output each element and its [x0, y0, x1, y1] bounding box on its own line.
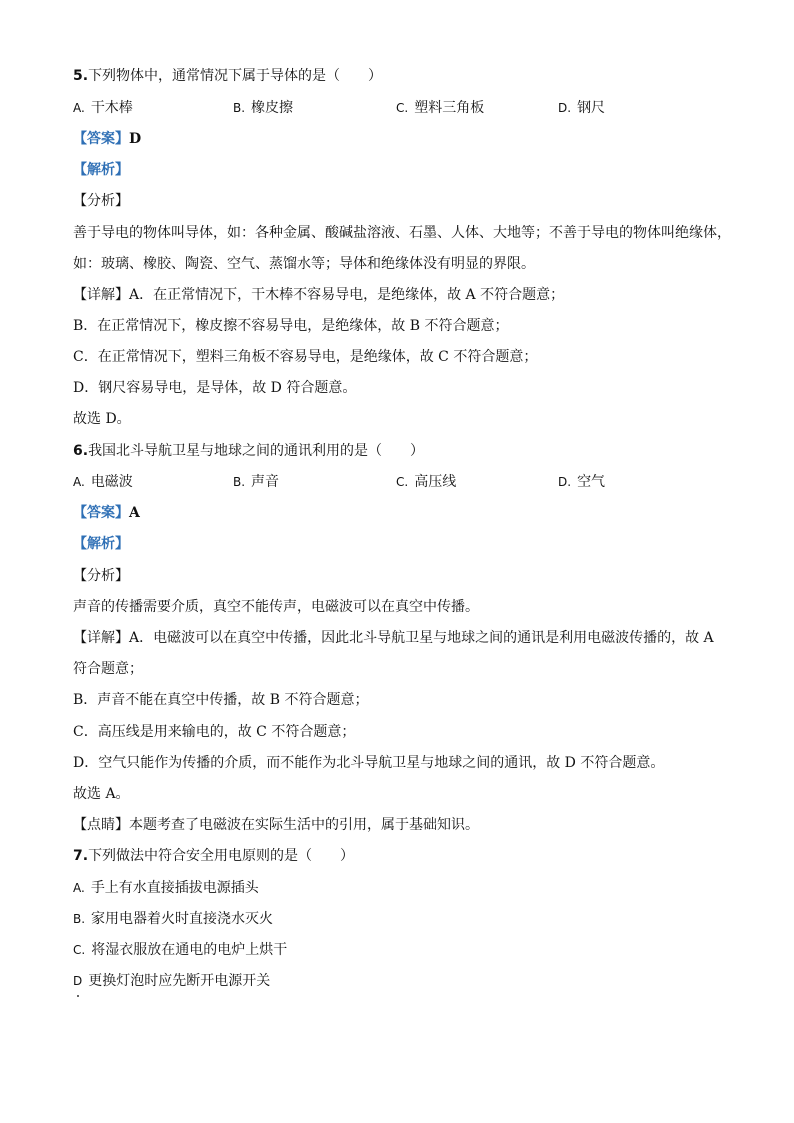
- option-c: C. 塑料三角板: [396, 100, 485, 116]
- analysis-tag: 【解析】: [73, 162, 129, 178]
- detail-line: D．钢尺容易导电，是导体，故 D 符合题意。: [73, 380, 357, 396]
- fenxi-tag: 【分析】: [73, 193, 129, 209]
- detail-line: C．在正常情况下，塑料三角板不容易导电，是绝缘体，故 C 不符合题意；: [73, 349, 538, 365]
- stray-dot: [77, 995, 79, 997]
- analysis-tag-line: [73, 160, 754, 180]
- option-d: D. 钢尺: [558, 100, 606, 116]
- fenxi-tag-line: [73, 191, 754, 211]
- answer-value: D: [129, 131, 142, 147]
- dianjing-tag: 【点睛】: [73, 817, 129, 833]
- detail-line: 符合题意；: [73, 661, 143, 677]
- answer-value: A: [129, 505, 140, 521]
- question-7-stem: [73, 846, 754, 866]
- detail-tag: 【详解】: [73, 630, 129, 646]
- question-text: 我国北斗导航卫星与地球之间的通讯利用的是（ ）: [88, 443, 425, 459]
- fenxi-text: 善于导电的物体叫导体，如：各种金属、酸碱盐溶液、石墨、人体、大地等；不善于导电的物体叫绝缘体，: [73, 225, 731, 241]
- question-6-stem: [73, 441, 754, 461]
- detail-line: 【详解】A．电磁波可以在真空中传播，因此北斗导航卫星与地球之间的通讯是利用电磁波传播的，故 A: [73, 630, 714, 646]
- detail-line: D．空气只能作为传播的介质，而不能作为北斗导航卫星与地球之间的通讯，故 D 不符合题意。: [73, 755, 665, 771]
- answer-tag: 【答案】: [73, 131, 129, 147]
- fenxi-tag: 【分析】: [73, 568, 129, 584]
- dianjing-line: 【点睛】本题考查了电磁波在实际生活中的引用，属于基础知识。: [73, 817, 479, 833]
- question-text: 下列物体中，通常情况下属于导体的是（ ）: [88, 68, 383, 84]
- answer-line: [73, 129, 754, 149]
- option-a: A. 电磁波: [73, 474, 133, 490]
- question-text: 下列做法中符合安全用电原则的是（ ）: [88, 848, 355, 864]
- conclusion: 故选 A。: [73, 786, 130, 802]
- question-number: 7.: [73, 848, 89, 864]
- detail-line: 【详解】A．在正常情况下，干木棒不容易导电，是绝缘体，故 A 不符合题意；: [73, 287, 565, 303]
- option-c: C. 高压线: [396, 474, 457, 490]
- fenxi-text: 声音的传播需要介质，真空不能传声，电磁波可以在真空中传播。: [73, 599, 479, 615]
- question-5-stem: [73, 66, 754, 86]
- fenxi-text: 如：玻璃、橡胶、陶瓷、空气、蒸馏水等；导体和绝缘体没有明显的界限。: [73, 256, 535, 272]
- detail-line: B．在正常情况下，橡皮擦不容易导电，是绝缘体，故 B 不符合题意；: [73, 318, 509, 334]
- fenxi-tag-line: [73, 566, 754, 586]
- option-a: A. 干木棒: [73, 100, 133, 116]
- question-number: 6.: [73, 443, 89, 459]
- option-d: D 更换灯泡时应先断开电源开关: [73, 973, 271, 989]
- detail-tag: 【详解】: [73, 287, 129, 303]
- option-b: B. 家用电器着火时直接浇水灭火: [73, 911, 274, 927]
- option-b: B. 橡皮擦: [233, 100, 294, 116]
- option-d: D. 空气: [558, 474, 606, 490]
- question-number: 5.: [73, 68, 89, 84]
- analysis-tag-line: [73, 534, 754, 554]
- detail-line: C．高压线是用来输电的，故 C 不符合题意；: [73, 724, 356, 740]
- option-a: A. 手上有水直接插拔电源插头: [73, 880, 259, 896]
- detail-line: B．声音不能在真空中传播，故 B 不符合题意；: [73, 692, 369, 708]
- analysis-tag: 【解析】: [73, 536, 129, 552]
- conclusion: 故选 D。: [73, 411, 131, 427]
- answer-tag: 【答案】: [73, 505, 129, 521]
- answer-line: [73, 503, 754, 523]
- option-b: B. 声音: [233, 474, 280, 490]
- option-c: C. 将湿衣服放在通电的电炉上烘干: [73, 942, 288, 958]
